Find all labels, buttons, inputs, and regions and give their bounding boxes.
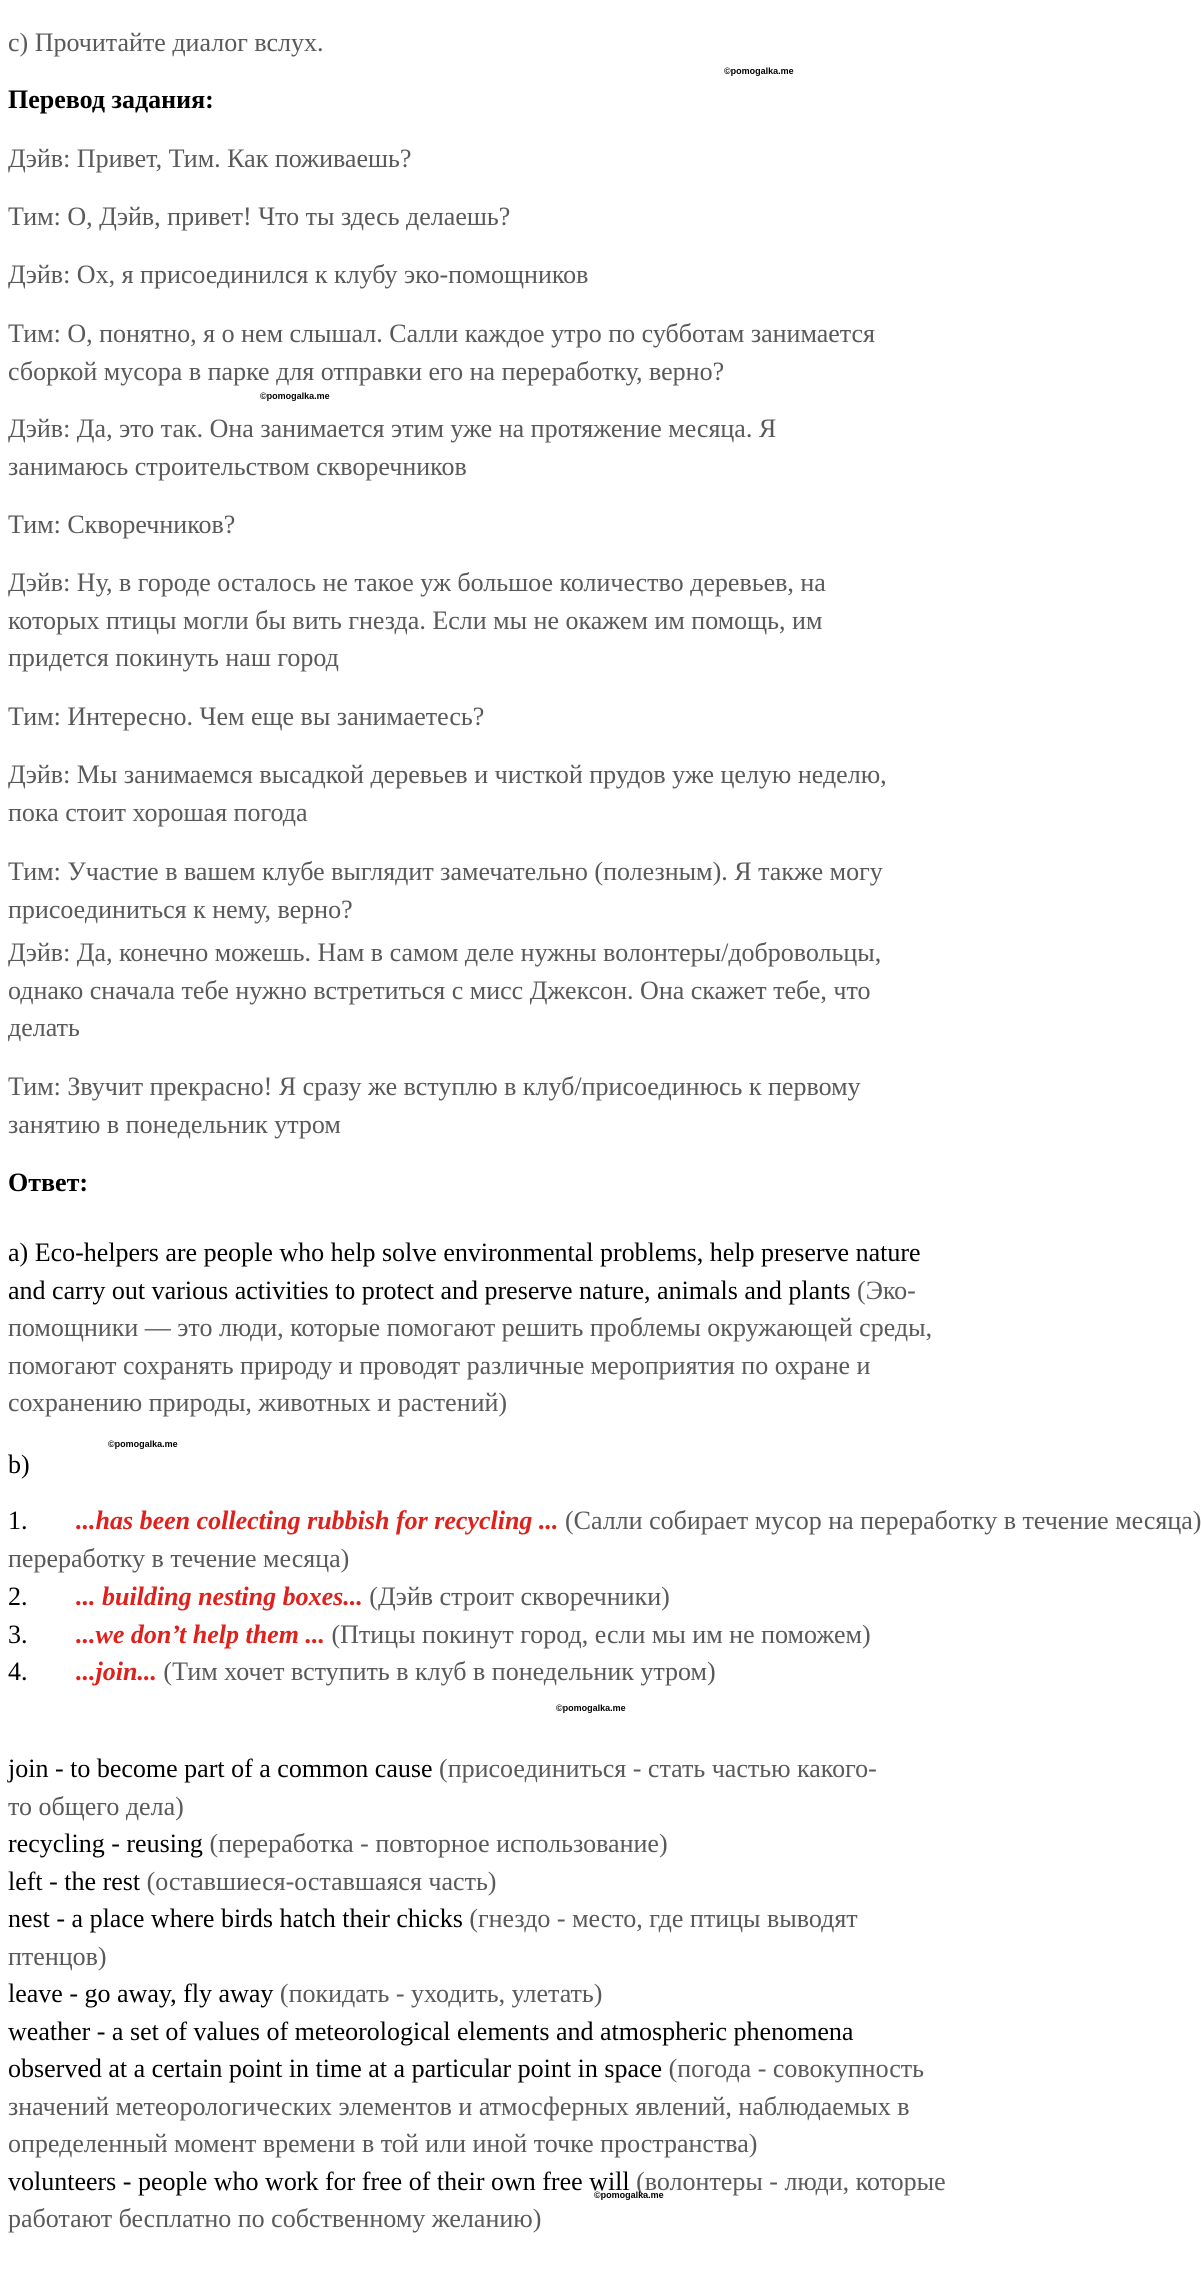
item-number: 4. <box>8 1657 28 1686</box>
dialogue-line: Дэйв: Да, это так. Она занимается этим уже на протяжение месяца. Я занимаюсь строительством скворечников <box>8 414 777 481</box>
dialogue-line: Тим: Скворечников? <box>8 510 236 539</box>
item-translation: (Дэйв строит скворечники) <box>369 1582 670 1611</box>
item-number: 2. <box>8 1582 28 1611</box>
watermark-logo: ©pomogalka.me <box>260 391 330 401</box>
vocab-english: volunteers - people who work for free of their own free will <box>8 2166 630 2196</box>
vocab-english: join - to become part of a common cause <box>8 1754 433 1783</box>
vocab-translation: (покидать - уходить, улетать) <box>279 1979 603 2008</box>
translation-heading: Перевод задания: <box>8 85 214 114</box>
item-translation: (Птицы покинут город, если мы им не поможем) <box>331 1619 871 1649</box>
vocab-translation: (погода - совокупность значений метеорологических элементов и атмосферных явлений, наблюдаемых в определенный момент времени в той или иной точке пространства) <box>8 2054 924 2158</box>
vocab-entry <box>8 2163 953 2238</box>
answer-a-english: a) Eco-helpers are people who help solve environmental problems, help preserve nature and carry out various activities to protect and preserve nature, animals and plants <box>8 1238 921 1305</box>
list-item <box>8 1502 1201 1540</box>
vocab-english: leave - go away, fly away <box>8 1979 274 2008</box>
vocab-translation: (оставшиеся-оставшаяся часть) <box>146 1866 497 1896</box>
answer-b-list-cont <box>8 1578 958 1691</box>
dialogue-line: Дэйв: Да, конечно можешь. Нам в самом деле нужны волонтеры/добровольцы, однако сначала тебе нужно встретиться с мисс Джексон. Она скажет тебе, что делать <box>8 938 882 1042</box>
vocab-translation: (присоединиться - стать частью какого-то общего дела) <box>8 1754 877 1821</box>
watermark-logo: ©pomogalka.me <box>724 66 794 76</box>
item-answer: ...join... <box>76 1657 157 1686</box>
answer-a <box>8 1234 953 1422</box>
dialogue-line: Тим: Звучит прекрасно! Я сразу же вступлю в клуб/присоединюсь к первому занятию в понедельник утром <box>8 1072 861 1139</box>
item-number: 3. <box>8 1619 28 1649</box>
vocab-translation: (гнездо - место, где птицы выводят птенцов) <box>8 1904 858 1971</box>
dialogue-line: Тим: О, Дэйв, привет! Что ты здесь делаешь? <box>8 202 511 231</box>
item-translation: (Тим хочет вступить в клуб в понедельник утром) <box>163 1657 716 1686</box>
answer-b-label: b) <box>8 1450 30 1479</box>
answer-a-translation: (Эко-помощники — это люди, которые помогают решить проблемы окружающей среды, помогают сохранять природу и проводят различные мероприятия по охране и сохранению природы, животных и растений) <box>8 1275 933 1417</box>
item-translation-continued: переработку в течение месяца) <box>8 1544 350 1573</box>
vocab-entry <box>8 1975 958 2013</box>
task-line: c) Прочитайте диалог вслух. <box>8 28 324 57</box>
dialogue-line: Тим: Интересно. Чем еще вы занимаетесь? <box>8 702 485 731</box>
vocab-translation: (переработка - повторное использование) <box>209 1829 668 1858</box>
dialogue-line: Тим: О, понятно, я о нем слышал. Салли каждое утро по субботам занимается сборкой мусора в парке для отправки его на переработку, верно? <box>8 319 875 386</box>
dialogue-line: Дэйв: Ну, в городе осталось не такое уж большое количество деревьев, на которых птицы могли бы вить гнезда. Если мы не окажем им помощь, им придется покинуть наш город <box>8 568 826 672</box>
item-translation: (Салли собирает мусор на переработку в течение месяца) <box>564 1506 1201 1535</box>
item-answer: ...has been collecting rubbish for recycling ... <box>76 1506 559 1535</box>
dialogue-line: Тим: Участие в вашем клубе выглядит замечательно (полезным). Я также могу присоединиться к нему, верно? <box>8 857 883 924</box>
vocab-entry <box>8 1750 888 1825</box>
vocab-entry <box>8 2013 953 2163</box>
answer-b-list <box>8 1502 1201 1540</box>
vocab-entry <box>8 1863 958 1901</box>
item-answer: ... building nesting boxes... <box>76 1582 363 1611</box>
vocabulary-list <box>8 1750 958 2238</box>
vocab-english: recycling - reusing <box>8 1829 203 1858</box>
vocab-entry <box>8 1825 958 1863</box>
dialogue-line: Дэйв: Привет, Тим. Как поживаешь? <box>8 144 412 173</box>
vocab-english: nest - a place where birds hatch their chicks <box>8 1904 463 1933</box>
answer-heading: Ответ: <box>8 1168 89 1197</box>
item-answer: ...we don’t help them ... <box>76 1619 325 1649</box>
list-item <box>8 1578 958 1616</box>
list-item <box>8 1616 958 1654</box>
vocab-english: weather - a set of values of meteorological elements and atmospheric phenomena observed at a certain point in time at a particular point in space <box>8 2016 854 2083</box>
list-item <box>8 1653 958 1691</box>
item-number: 1. <box>8 1506 28 1535</box>
dialogue-line: Дэйв: Ох, я присоединился к клубу эко-помощников <box>8 260 589 289</box>
watermark-logo: ©pomogalka.me <box>108 1439 178 1449</box>
vocab-entry <box>8 1900 953 1975</box>
watermark-logo: ©pomogalka.me <box>556 1703 626 1713</box>
watermark-logo: ©pomogalka.me <box>594 2190 664 2200</box>
vocab-english: left - the rest <box>8 1866 141 1896</box>
vocab-translation: (волонтеры - люди, которые работают бесплатно по собственному желанию) <box>8 2166 946 2233</box>
dialogue-line: Дэйв: Мы занимаемся высадкой деревьев и чисткой прудов уже целую неделю, пока стоит хорошая погода <box>8 760 887 827</box>
